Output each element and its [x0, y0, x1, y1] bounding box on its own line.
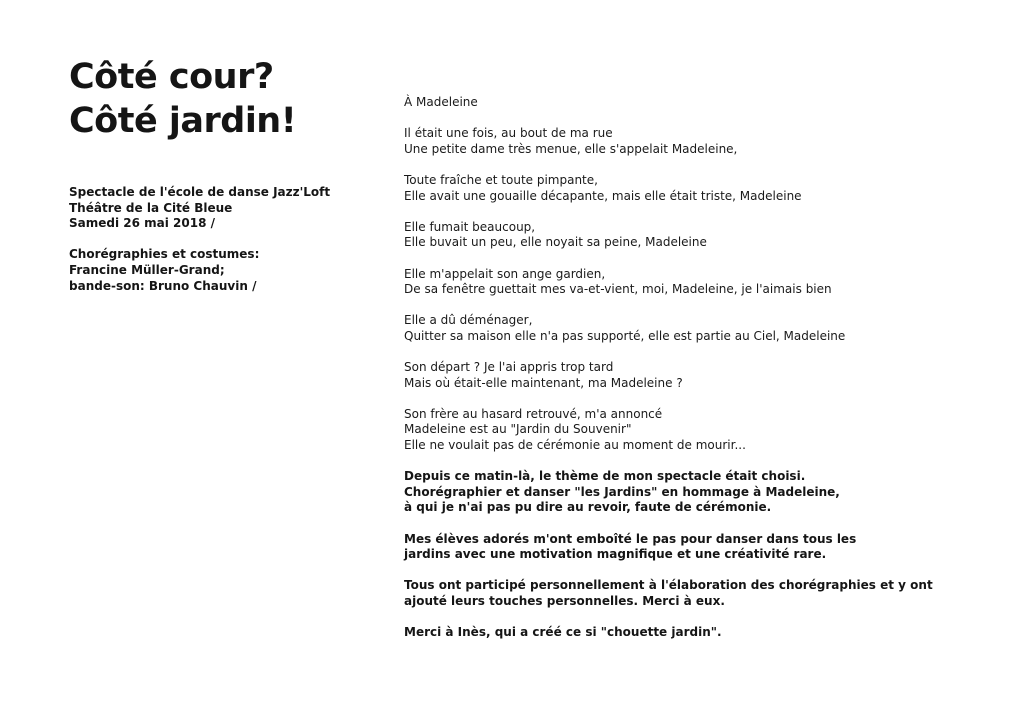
stanza — [404, 407, 964, 454]
closing-line: à qui je n'ai pas pu dire au revoir, faute de cérémonie. — [404, 500, 772, 515]
stanza-line: Elle buvait un peu, elle noyait sa peine, Madeleine — [404, 235, 707, 250]
stanza-line: Son frère au hasard retrouvé, m'a annoncé — [404, 406, 663, 421]
closing-paragraph — [404, 469, 964, 516]
closing-paragraph — [404, 578, 964, 609]
closing-paragraph — [404, 625, 964, 641]
stanza-line: Elle avait une gouaille décapante, mais elle était triste, Madeleine — [404, 188, 802, 203]
stanza-line: Toute fraîche et toute pimpante, — [404, 172, 598, 187]
stanza-line: Son départ ? Je l'ai appris trop tard — [404, 360, 614, 375]
dedication — [404, 95, 964, 111]
closing-line: Mes élèves adorés m'ont emboîté le pas pour danser dans tous les — [404, 531, 857, 546]
stanza-line: Il était une fois, au bout de ma rue — [404, 126, 613, 141]
title-line-1: Côté cour? — [69, 57, 274, 97]
closing-paragraph — [404, 532, 964, 563]
poem-column — [404, 95, 964, 656]
show-credits — [69, 247, 369, 294]
stanza — [404, 313, 964, 344]
stanza-line: Une petite dame très menue, elle s'appelait Madeleine, — [404, 141, 738, 156]
show-info — [69, 185, 369, 294]
show-details — [69, 185, 369, 232]
credits-choreographer: Francine Müller-Grand; — [69, 262, 225, 277]
left-column — [69, 55, 369, 310]
closing-line: Tous ont participé personnellement à l'élaboration des chorégraphies et y ont — [404, 578, 933, 593]
stanza-line: Elle fumait beaucoup, — [404, 219, 536, 234]
stanza — [404, 360, 964, 391]
stanza-line: Elle ne voulait pas de cérémonie au moment de mourir... — [404, 438, 746, 453]
credits-heading: Chorégraphies et costumes: — [69, 247, 260, 262]
show-name: Spectacle de l'école de danse Jazz'Loft — [69, 185, 331, 199]
page-title — [69, 55, 369, 143]
stanza — [404, 126, 964, 157]
closing-line: jardins avec une motivation magnifique et une créativité rare. — [404, 547, 827, 562]
show-venue: Théâtre de la Cité Bleue — [69, 200, 233, 215]
stanza — [404, 220, 964, 251]
stanza-line: Madeleine est au "Jardin du Souvenir" — [404, 422, 632, 437]
credits-soundtrack: bande-son: Bruno Chauvin / — [69, 278, 257, 293]
stanza-line: De sa fenêtre guettait mes va-et-vient, moi, Madeleine, je l'aimais bien — [404, 282, 832, 297]
show-date: Samedi 26 mai 2018 / — [69, 216, 215, 231]
stanza-line: Elle m'appelait son ange gardien, — [404, 266, 606, 281]
dedication-line: À Madeleine — [404, 95, 478, 109]
stanza — [404, 267, 964, 298]
closing-line: Chorégraphier et danser "les Jardins" en hommage à Madeleine, — [404, 484, 840, 499]
closing-line: ajouté leurs touches personnelles. Merci à eux. — [404, 594, 725, 608]
closing-line: Depuis ce matin-là, le thème de mon spectacle était choisi. — [404, 469, 806, 484]
stanza-line: Elle a dû déménager, — [404, 313, 533, 328]
closing-line: Merci à Inès, qui a créé ce si "chouette jardin". — [404, 625, 722, 640]
stanza — [404, 173, 964, 204]
title-line-2: Côté jardin! — [69, 101, 297, 141]
stanza-line: Mais où était-elle maintenant, ma Madeleine ? — [404, 375, 683, 390]
stanza-line: Quitter sa maison elle n'a pas supporté, elle est partie au Ciel, Madeleine — [404, 328, 846, 343]
